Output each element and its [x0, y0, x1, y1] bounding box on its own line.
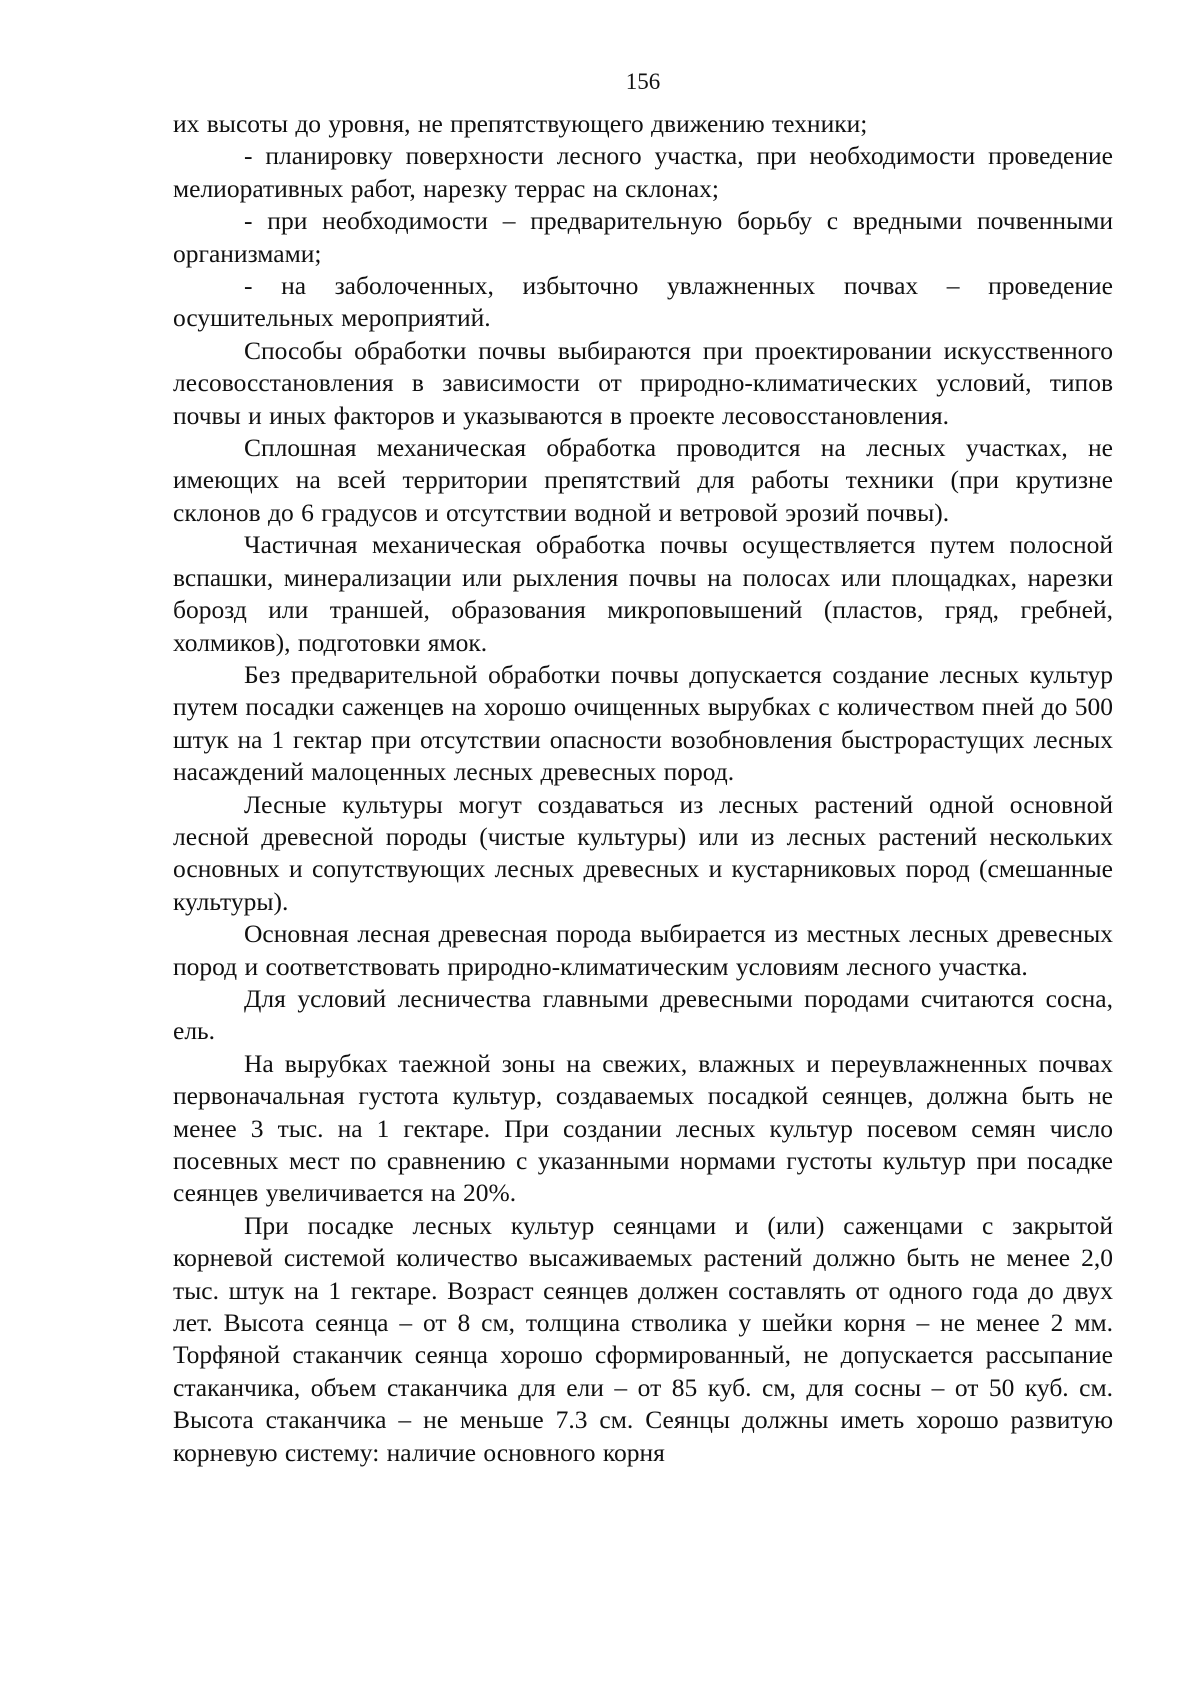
paragraph-continuation: их высоты до уровня, не препятствующего движению техники;: [173, 109, 868, 138]
paragraph-closed-root: При посадке лесных культур сеянцами и (или) саженцами с закрытой корневой системой количество высаживаемых растений должно быть не менее 2,0 тыс. штук на 1 гектаре. Возраст сеянцев должен составлять от одного года до двух лет. Высота сеянца – от 8 см, толщина стволика у шейки корня – не менее 2 мм. Торфяной стаканчик сеянца хорошо сформированный, не допускается рассыпание стаканчика, объем стаканчика для ели – от 85 куб. см, для сосны – от 50 куб. см. Высота стаканчика – не меньше 7.3 см. Сеянцы должны иметь хорошо развитую корневую систему: наличие основного корня: [173, 1210, 1113, 1467]
paragraph-main-species: Основная лесная древесная порода выбирается из местных лесных древесных пород и соответствовать природно-климатическим условиям лесного участка.: [173, 919, 1113, 981]
paragraph-forest-cultures: Лесные культуры могут создаваться из лесных растений одной основной лесной древесной породы (чистые культуры) или из лесных растений нескольких основных и сопутствующих лесных древесных и кустарниковых пород (смешанные культуры).: [173, 789, 1113, 916]
list-item-drainage: - на заболоченных, избыточно увлажненных почвах – проведение осушительных мероприятий.: [173, 271, 1113, 333]
document-page: [173, 66, 1113, 1469]
page-number: 156: [625, 69, 661, 94]
paragraph-no-treatment: Без предварительной обработки почвы допускается создание лесных культур путем посадки саженцев на хорошо очищенных вырубках с количеством пней до 500 штук на 1 гектар при отсутствии опасности возобновления быстрорастущих лесных насаждений малоценных лесных древесных пород.: [173, 659, 1113, 787]
document-body: [173, 108, 1113, 1469]
paragraph-partial-treatment: Частичная механическая обработка почвы осуществляется путем полосной вспашки, минерализации или рыхления почвы на полосах или площадках, нарезки борозд или траншей, образования микроповышений (пластов, гряд, гребней, холмиков), подготовки ямок.: [173, 530, 1113, 657]
paragraph-forestry-species: Для условий лесничества главными древесными породами считаются сосна, ель.: [173, 983, 1113, 1046]
paragraph-continuous-treatment: Сплошная механическая обработка проводится на лесных участках, не имеющих на всей территории препятствий для работы техники (при крутизне склонов до 6 градусов и отсутствии водной и ветровой эрозий почвы).: [173, 433, 1113, 527]
paragraph-density: На вырубках таежной зоны на свежих, влажных и переувлажненных почвах первоначальная густота культур, создаваемых посадкой сеянцев, должна быть не менее 3 тыс. на 1 гектаре. При создании лесных культур посевом семян число посевных мест по сравнению с указанными нормами густоты культур при посадке сеянцев увеличивается на 20%.: [173, 1048, 1113, 1208]
paragraph-soil-methods: Способы обработки почвы выбираются при проектировании искусственного лесовосстановления в зависимости от природно-климатических условий, типов почвы и иных факторов и указываются в проекте лесовосстановления.: [173, 335, 1113, 430]
list-item-pest-control: - при необходимости – предварительную борьбу с вредными почвенными организмами;: [173, 206, 1113, 268]
list-item-planning: - планировку поверхности лесного участка, при необходимости проведение мелиоративных работ, нарезку террас на склонах;: [173, 141, 1113, 203]
